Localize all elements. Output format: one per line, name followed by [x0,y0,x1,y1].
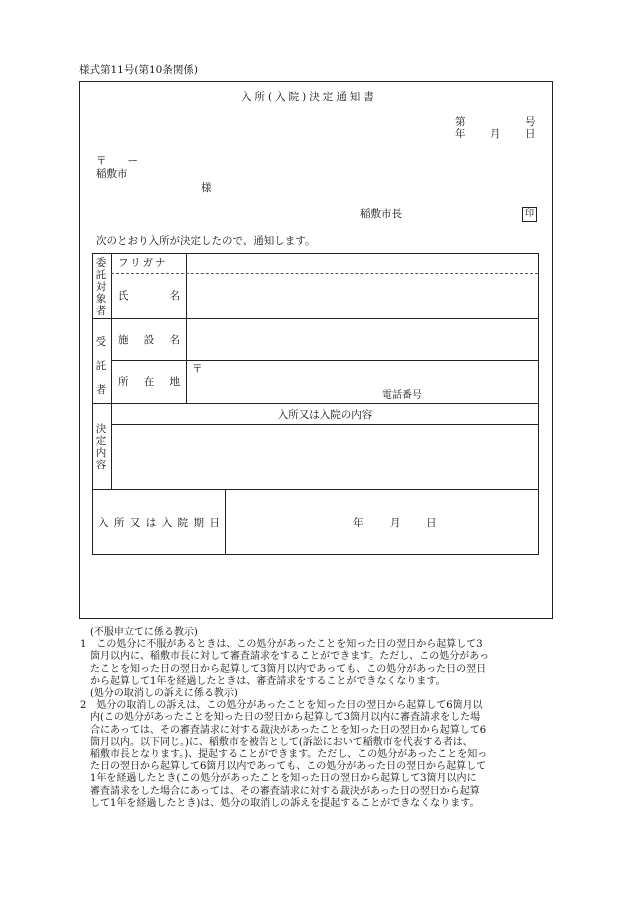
note-line: して1年を経過したとき)は、処分の取消しの訴えを提起することができなくなります。 [90,797,480,809]
note-line: 2 処分の取消しの訴えは、この処分があったことを知った日の翌日から起算して6箇月以 [80,700,483,712]
date-year: 年 [455,128,466,140]
section-itaku-label: 委 託 対 象 者 [95,257,107,317]
date-label: 入 所 又 は 入 院 期 日 [98,517,220,529]
document-frame [79,81,553,619]
shozaichi-label: 所 在 地 [118,376,180,388]
kijitsu-month: 月 [390,517,401,529]
note-line: から起算して1年を経過したときは、審査請求をすることができなくなります。 [90,675,446,687]
kijitsu-day: 日 [426,517,437,529]
seal-icon: 印 [522,207,537,222]
doc-number-go: 号 [525,116,536,128]
addressee-city: 稲敷市 [96,168,128,180]
notes-header-appeal: (不服申立てに係る教示) [90,627,198,638]
shimei-label: 氏 名 [118,290,180,302]
section-kettei-label: 決 定 内 容 [95,423,107,471]
note-line: 審査請求をした場合にあっては、その審査請求に対する裁決があった日の翌日から起算 [90,785,480,797]
addressee-postal: 〒 ー [96,155,138,167]
form-label: 様式第11号(第10条関係) [79,64,198,76]
furigana-label: フリガナ [118,257,168,269]
note-line: 1 この処分に不服があるときは、この処分があったことを知った日の翌日から起算して3 [80,639,483,651]
notes-header-lawsuit: (処分の取消しの訴えに係る教示) [90,688,238,700]
notes-item2 [80,700,550,810]
postal-mark: 〒 [192,363,203,375]
section-jutaku-label: 受 託 者 [95,336,107,396]
note-line: 稲敷市長となります。)、提起することができます。ただし、この処分があったことを知っ [90,749,488,761]
note-line: 内(この処分があったことを知った日の翌日から起算して3箇月以内に審査請求をした場 [90,712,481,724]
kijitsu-year: 年 [353,517,364,529]
document-title: 入所(入院)決定通知書 [241,91,377,103]
addressee-sama: 様 [201,182,212,194]
note-line: 1年を経過したとき(この処分があったことを知った日の翌日から起算して3箇月以内に [90,773,477,785]
intro-text: 次のとおり入所が決定したので、通知します。 [96,235,316,247]
date-month: 月 [490,128,501,140]
date-day: 日 [525,128,536,140]
note-line: 合にあっては、その審査請求に対する裁決があったことを知った日の翌日から起算して6 [90,724,487,736]
note-line: 箇月以内。以下同じ。)に、稲敷市を被告として(訴訟において稲敷市を代表する者は、 [90,736,473,748]
note-line: た日の翌日から起算して6箇月以内であっても、この処分があった日の翌日から起算して [90,761,487,773]
content-header: 入所又は入院の内容 [277,409,373,421]
note-line: 箇月以内に、稲敷市長に対して審査請求をすることができます。ただし、この処分があっ [90,651,490,663]
doc-number-dai: 第 [455,116,466,128]
notes-section [80,627,550,810]
phone-label: 電話番号 [382,390,422,401]
shisetsu-label: 施 設 名 [118,334,180,346]
note-line: たことを知った日の翌日から起算して3箇月以内であっても、この処分があった日の翌日 [90,663,487,675]
notes-item1 [80,639,550,688]
sender-name: 稲敷市長 [360,208,402,220]
